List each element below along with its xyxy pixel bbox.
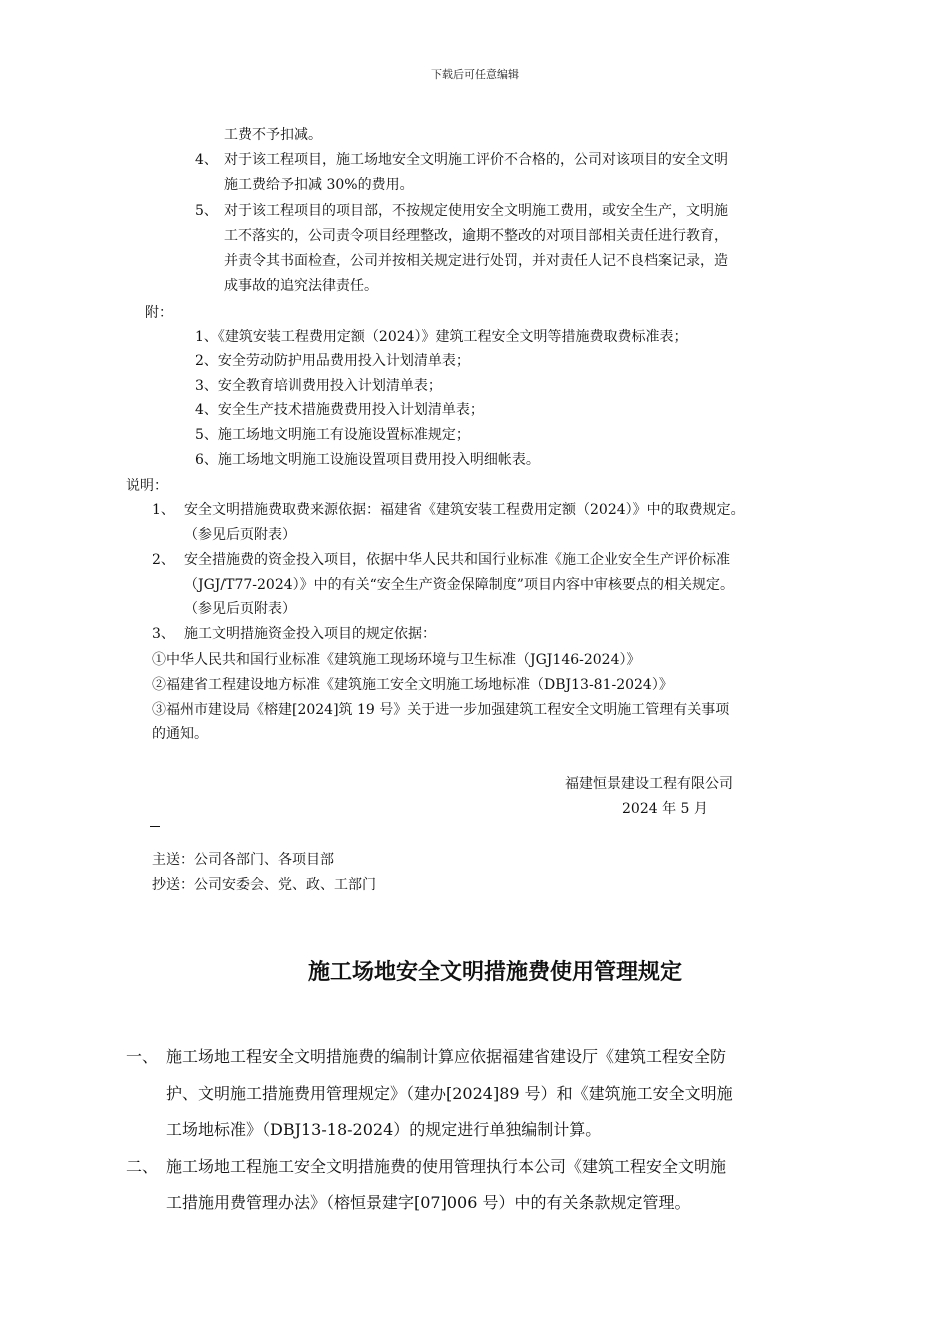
attachment-item-1: 1、《建筑安装工程费用定额（2024）》建筑工程安全文明等措施费取费标准表； [195, 329, 688, 345]
basis-3-continued: 的通知。 [152, 726, 208, 742]
regulation-item-1-line-3: 工场地标准》（DBJ13-18-2024）的规定进行单独编制计算。 [166, 1120, 602, 1139]
item-5-number: 5、 [195, 203, 218, 219]
attachment-item-5: 5、施工场地文明施工有设施设置标准规定； [195, 427, 470, 443]
note-1-line-1: 安全文明措施费取费来源依据：福建省《建筑安装工程费用定额（2024）》中的取费规定。 [184, 502, 745, 518]
regulation-item-2-number: 二、 [126, 1157, 159, 1176]
page-header-note: 下载后可任意编辑 [431, 68, 519, 81]
regulation-item-1-line-2: 护、文明施工措施费用管理规定》（建办[2024]89 号）和《建筑施工安全文明施 [166, 1084, 733, 1103]
basis-2: ②福建省工程建设地方标准《建筑施工安全文明施工场地标准（DBJ13-81-2024）》 [152, 677, 673, 693]
item-5-line-3: 并责令其书面检查，公司并按相关规定进行处罚，并对责任人记不良档案记录，造 [224, 253, 728, 269]
item-4-number: 4、 [195, 152, 218, 168]
attachment-item-4: 4、安全生产技术措施费费用投入计划清单表； [195, 402, 484, 418]
note-2-line-1: 安全措施费的资金投入项目，依据中华人民共和国行业标准《施工企业安全生产评价标准 [184, 552, 730, 568]
regulation-item-2-line-2: 工措施用费管理办法》（榕恒景建字[07]006 号）中的有关条款规定管理。 [166, 1193, 691, 1212]
note-3-number: 3、 [152, 626, 175, 642]
note-3-line-1: 施工文明措施资金投入项目的规定依据： [184, 626, 436, 642]
item-4-line-1: 对于该工程项目，施工场地安全文明施工评价不合格的，公司对该项目的安全文明 [224, 152, 728, 168]
item-4-line-2: 施工费给予扣减 30%的费用。 [224, 177, 414, 193]
note-2-line-3: （参见后页附表） [184, 601, 296, 617]
attachment-item-6: 6、施工场地文明施工设施设置项目费用投入明细帐表。 [195, 452, 540, 468]
regulation-item-2-line-1: 施工场地工程施工安全文明措施费的使用管理执行本公司《建筑工程安全文明施 [166, 1157, 727, 1176]
notes-label: 说明： [126, 478, 168, 494]
note-2-line-2: （JGJ/T77-2024）》中的有关“安全生产资金保障制度”项目内容中审核要点的相关规定。 [184, 577, 734, 593]
item-5-line-2: 工不落实的，公司责令项目经理整改，逾期不整改的对项目部相关责任进行教育， [224, 228, 728, 244]
regulation-item-1-line-1: 施工场地工程安全文明措施费的编制计算应依据福建省建设厅《建筑工程安全防 [166, 1047, 727, 1066]
item-5-line-1: 对于该工程项目的项目部，不按规定使用安全文明施工费用，或安全生产，文明施 [224, 203, 728, 219]
attachment-label: 附： [145, 305, 173, 321]
signature-company: 福建恒景建设工程有限公司 [565, 776, 733, 792]
note-1-line-2: （参见后页附表） [184, 527, 296, 543]
attachment-item-3: 3、安全教育培训费用投入计划清单表； [195, 378, 442, 394]
basis-3: ③福州市建设局《榕建[2024]筑 19 号》关于进一步加强建筑工程安全文明施工管理有关事项 [152, 702, 730, 718]
signature-date: 2024 年 5 月 [622, 801, 708, 817]
separator-mark [150, 826, 160, 827]
item-5-line-4: 成事故的追究法律责任。 [224, 278, 378, 294]
note-2-number: 2、 [152, 552, 175, 568]
regulation-title: 施工场地安全文明措施费使用管理规定 [307, 960, 682, 985]
regulation-item-1-number: 一、 [126, 1047, 159, 1066]
distribution-cc: 抄送：公司安委会、党、政、工部门 [152, 877, 376, 893]
note-1-number: 1、 [152, 502, 175, 518]
distribution-to: 主送：公司各部门、各项目部 [152, 852, 334, 868]
item-3-tail: 工费不予扣减。 [224, 127, 322, 143]
attachment-item-2: 2、安全劳动防护用品费用投入计划清单表； [195, 353, 470, 369]
basis-1: ①中华人民共和国行业标准《建筑施工现场环境与卫生标准（JGJ146-2024）》 [152, 652, 641, 668]
